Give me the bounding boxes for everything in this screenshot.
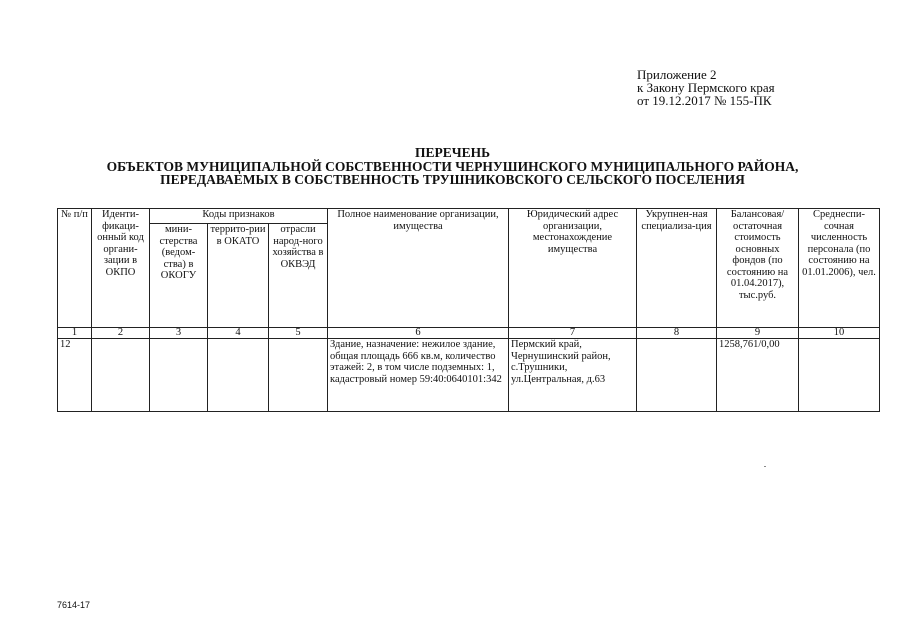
column-number: 8 bbox=[637, 328, 717, 339]
header-okved: отрасли народ-ного хозяйства в ОКВЭД bbox=[269, 224, 328, 328]
column-number: 7 bbox=[509, 328, 637, 339]
cell-okato bbox=[208, 339, 269, 412]
header-okato: террито-рии в ОКАТО bbox=[208, 224, 269, 328]
annex-line-3: от 19.12.2017 № 155-ПК bbox=[637, 93, 772, 108]
cell-name: Здание, назначение: нежилое здание, общая площадь 666 кв.м, количество этажей: 2, в том числе подземных: 1, кадастровый номер 59:40:0640101:342 bbox=[328, 339, 509, 412]
column-number: 6 bbox=[328, 328, 509, 339]
table-row bbox=[58, 339, 880, 412]
cell-num: 12 bbox=[58, 339, 92, 412]
scan-speck bbox=[764, 466, 766, 467]
title-line-3: ПЕРЕДАВАЕМЫХ В СОБСТВЕННОСТЬ ТРУШНИКОВСКОГО СЕЛЬСКОГО ПОСЕЛЕНИЯ bbox=[160, 172, 745, 187]
column-number: 1 bbox=[58, 328, 92, 339]
column-number: 5 bbox=[269, 328, 328, 339]
document-title bbox=[40, 146, 865, 187]
header-address: Юридический адрес организации, местонахождение имущества bbox=[509, 209, 637, 328]
header-balance: Балансовая/ остаточная стоимость основных фондов (по состоянию на 01.04.2017), тыс.руб. bbox=[717, 209, 799, 328]
header-okogu: мини-стерства (ведом-ства) в ОКОГУ bbox=[150, 224, 208, 328]
property-table bbox=[57, 208, 880, 412]
document-code: 7614-17 bbox=[57, 600, 91, 610]
annex-line-2: к Закону Пермского края bbox=[637, 80, 775, 95]
annex-line-1: Приложение 2 bbox=[637, 67, 717, 82]
header-staff: Среднеспи-сочная численность персонала (по состоянию на 01.01.2006), чел. bbox=[799, 209, 880, 328]
title-line-2: ОБЪЕКТОВ МУНИЦИПАЛЬНОЙ СОБСТВЕННОСТИ ЧЕРНУШИНСКОГО МУНИЦИПАЛЬНОГО РАЙОНА, bbox=[106, 158, 799, 174]
cell-specialization bbox=[637, 339, 717, 412]
annex-block bbox=[637, 68, 775, 107]
cell-okogu bbox=[150, 339, 208, 412]
header-row bbox=[58, 209, 880, 224]
header-name: Полное наименование организации, имущества bbox=[328, 209, 509, 328]
cell-okpo bbox=[92, 339, 150, 412]
column-number: 4 bbox=[208, 328, 269, 339]
header-specialization: Укрупнен-ная специализа-ция bbox=[637, 209, 717, 328]
column-number-row bbox=[58, 328, 880, 339]
header-codes-group: Коды признаков bbox=[150, 209, 328, 224]
title-line-1: ПЕРЕЧЕНЬ bbox=[414, 145, 491, 160]
column-number: 2 bbox=[92, 328, 150, 339]
column-number: 3 bbox=[150, 328, 208, 339]
cell-okved bbox=[269, 339, 328, 412]
column-number: 10 bbox=[799, 328, 880, 339]
cell-staff bbox=[799, 339, 880, 412]
header-okpo: Иденти-фикаци-онный код органи-зации в ОКПО bbox=[92, 209, 150, 328]
cell-address: Пермский край, Чернушинский район, с.Трушники, ул.Центральная, д.63 bbox=[509, 339, 637, 412]
column-number: 9 bbox=[717, 328, 799, 339]
cell-balance: 1258,761/0,00 bbox=[717, 339, 799, 412]
header-num: № п/п bbox=[58, 209, 92, 328]
